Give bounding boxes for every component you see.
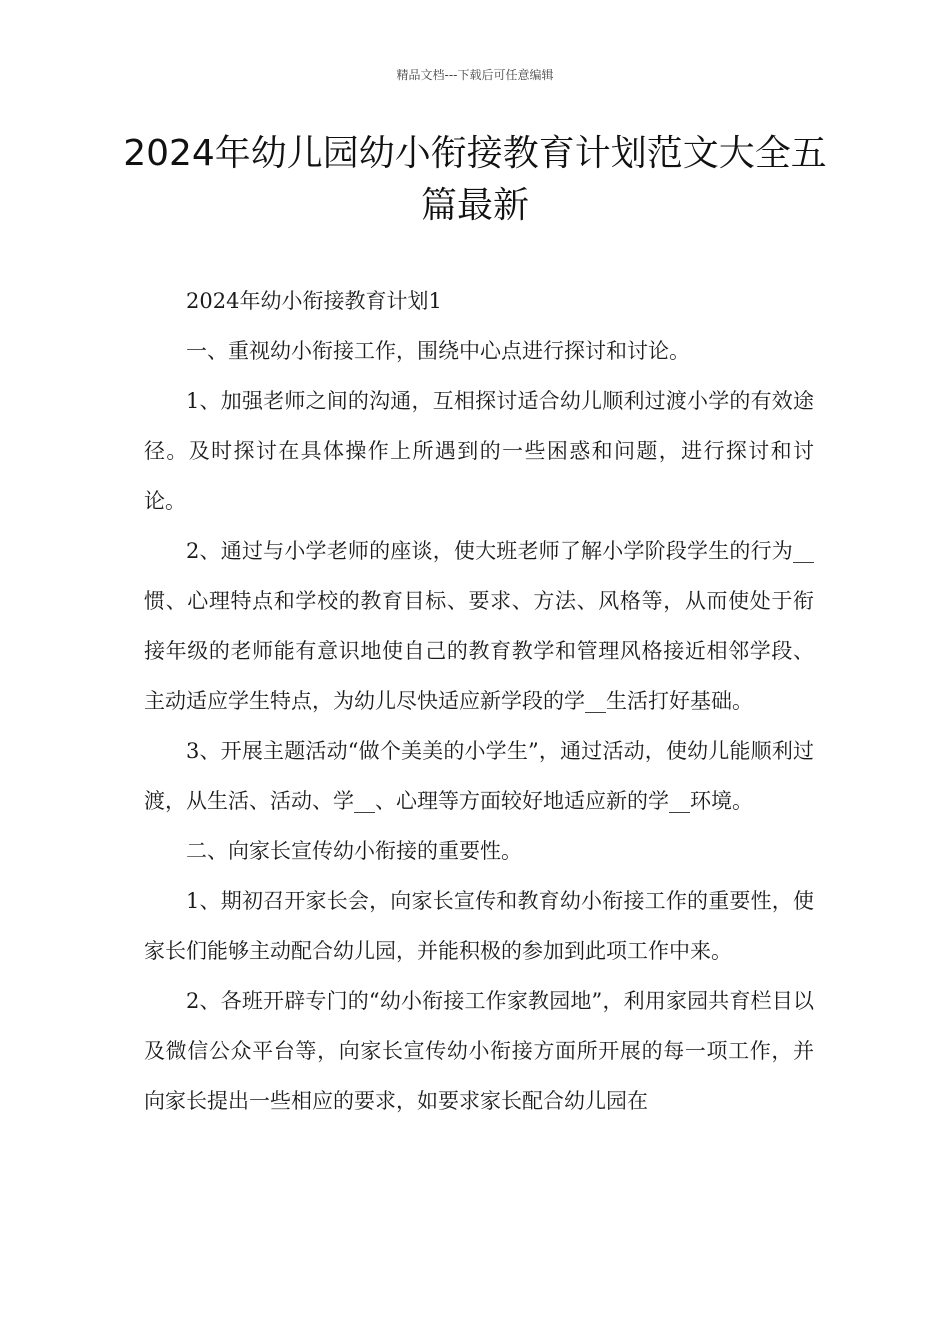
paragraph: 3、开展主题活动“做个美美的小学生”，通过活动，使幼儿能顺利过渡，从生活、活动、学__、心理等方面较好地适应新的学__环境。: [144, 739, 814, 813]
paragraph: 2、各班开辟专门的“幼小衔接工作家教园地”，利用家园共育栏目以及微信公众平台等，向家长宣传幼小衔接方面所开展的每一项工作，并向家长提出一些相应的要求，如要求家长配合幼儿园在: [144, 989, 814, 1113]
paragraph: 1、期初召开家长会，向家长宣传和教育幼小衔接工作的重要性，使家长们能够主动配合幼儿园，并能积极的参加到此项工作中来。: [144, 889, 814, 963]
paragraph: 1、加强老师之间的沟通，互相探讨适合幼儿顺利过渡小学的有效途径。及时探讨在具体操作上所遇到的一些困惑和问题，进行探讨和讨论。: [144, 389, 814, 513]
paragraph: 2、通过与小学老师的座谈，使大班老师了解小学阶段学生的行为__惯、心理特点和学校的教育目标、要求、方法、风格等，从而使处于衔接年级的老师能有意识地使自己的教育教学和管理风格接近相邻学段、主动适应学生特点，为幼儿尽快适应新学段的学__生活打好基础。: [144, 539, 814, 713]
document-body: [144, 276, 814, 1126]
document-title: 2024年幼儿园幼小衔接教育计划范文大全五篇最新: [123, 133, 827, 226]
paragraph: 二、向家长宣传幼小衔接的重要性。: [186, 839, 522, 863]
paragraph: 一、重视幼小衔接工作，围绕中心点进行探讨和讨论。: [186, 339, 690, 363]
header-note: 精品文档---下载后可任意编辑: [396, 68, 554, 82]
section-heading: 2024年幼小衔接教育计划1: [186, 289, 442, 313]
